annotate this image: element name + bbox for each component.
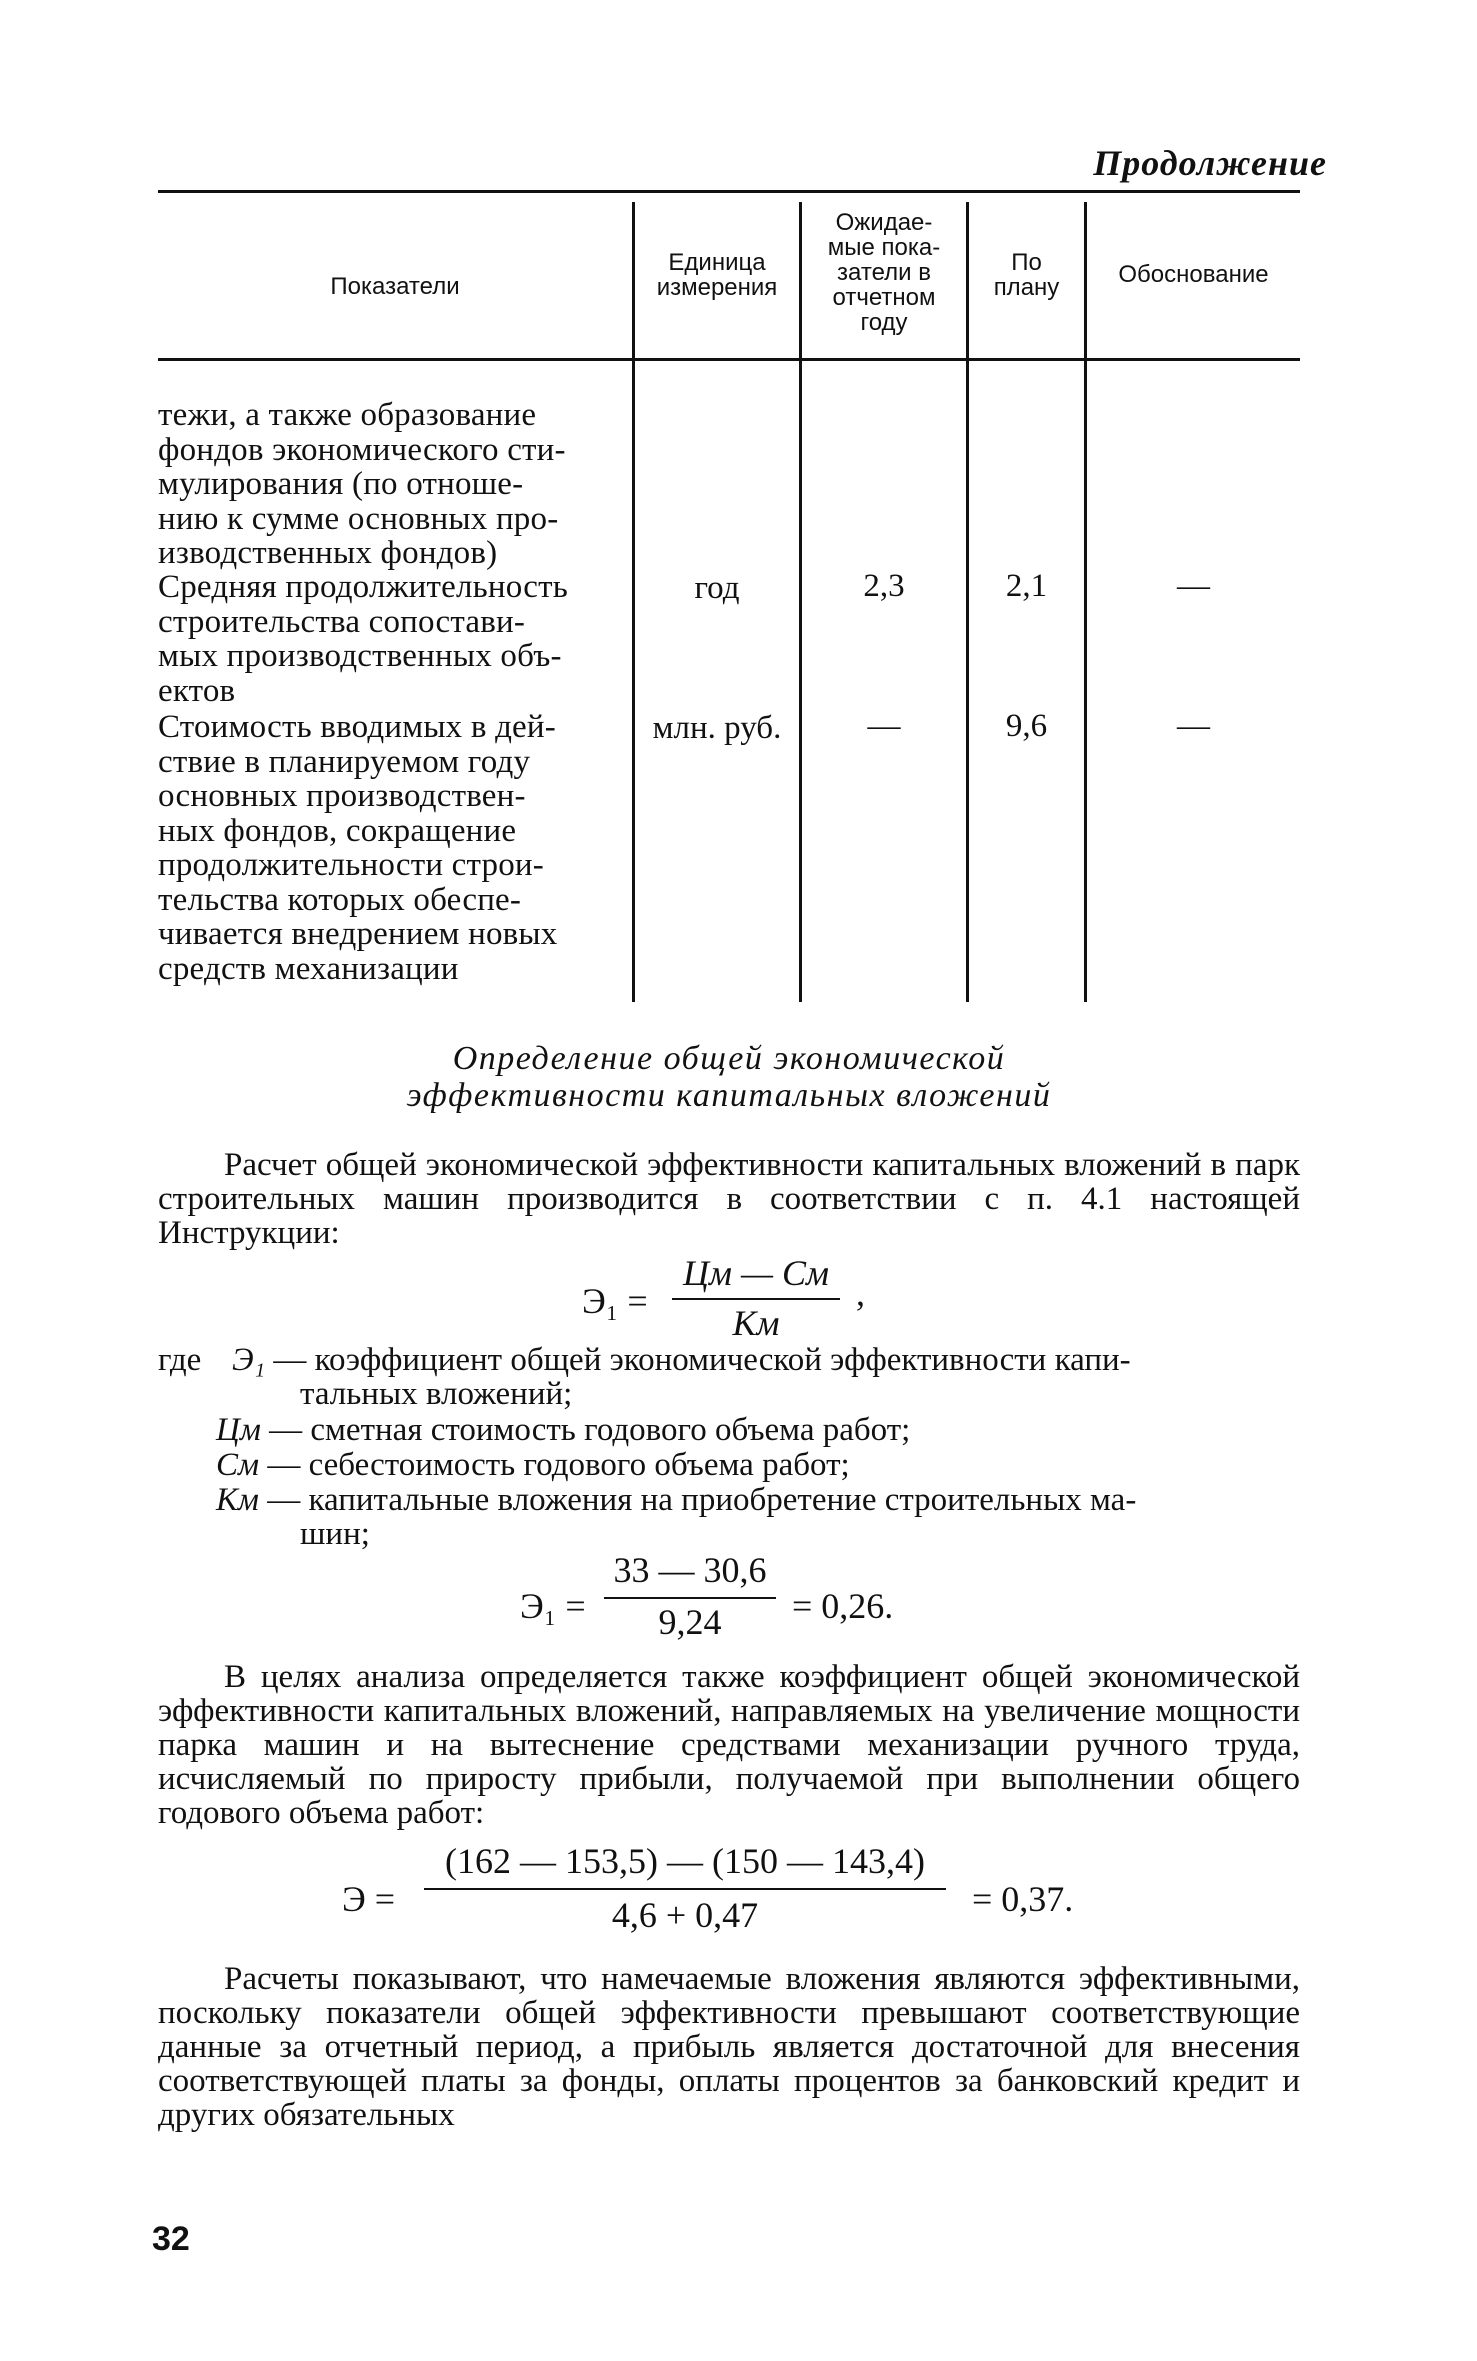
formula-2-fraction-bar: [604, 1597, 776, 1599]
formula-2-denominator: 9,24: [658, 1602, 722, 1642]
formula-1-denominator: Км: [732, 1303, 780, 1343]
column-header-plan: По плану: [993, 249, 1060, 301]
table-row-3-indicator: Стоимость вводимых в дей- ствие в планируемом году основных производствен- ных фондов, сокращение продолжительности строи- тельства которых обеспе- чивается внедрением новых средств механизации: [158, 709, 558, 987]
formula-2-result: = 0,26.: [792, 1586, 894, 1626]
formula-2-numerator: 33 — 30,6: [613, 1550, 767, 1590]
page-number: 32: [152, 2220, 190, 2258]
formula-1: [0, 1250, 1477, 1350]
continuation-label: Продолжение: [1093, 143, 1327, 183]
formula-3-result: = 0,37.: [972, 1879, 1074, 1919]
formula-1-fraction-bar: [672, 1298, 840, 1300]
table-row-2-unit: год: [694, 570, 740, 606]
legend-item-3: См — себестоимость годового объема работ;: [216, 1447, 850, 1483]
table-row-3-basis: —: [1177, 708, 1210, 744]
legend-item-1: Э₁ — коэффициент общей экономической эффективности капи-: [232, 1342, 1131, 1378]
formula-3: [0, 1840, 1477, 1940]
table-row-2-basis: —: [1177, 568, 1210, 604]
formula-3-lhs: Э =: [342, 1879, 396, 1919]
table-row-3-plan: 9,6: [1005, 708, 1048, 744]
formula-3-fraction-bar: [424, 1888, 946, 1890]
table-top-rule: [158, 190, 1300, 193]
paragraph-3: Расчеты показывают, что намечаемые вложения являются эффективными, поскольку показатели общей эффективности превышают соответствующие данные за отчетный период, а прибыль является достаточной для внесения соответствующей платы за фонды, оплаты процентов за банковский кредит и других обязательных: [158, 1961, 1300, 2133]
formula-2-lhs: Э₁ =: [520, 1586, 586, 1626]
formula-1-lhs: Э₁ =: [582, 1281, 648, 1321]
column-header-basis: Обоснование: [1118, 261, 1269, 288]
legend-item-2: Цм — сметная стоимость годового объема работ;: [216, 1412, 911, 1448]
formula-1-numerator: Цм — См: [683, 1253, 829, 1293]
table-header-rule: [158, 358, 1300, 361]
column-header-expected: Ожидае- мые пока- затели в отчетном году: [827, 209, 941, 336]
paragraph-2: В целях анализа определяется также коэффициент общей экономической эффективности капитальных вложений, направляемых на увеличение мощности парка машин и на вытеснение средствами механизации ручного труда, исчисляемый по приросту прибыли, получаемой при выполнении общего годового объема работ:: [158, 1659, 1300, 1831]
column-header-unit: Единица измерения: [656, 249, 778, 301]
table-row-2-indicator: Средняя продолжительность строительства сопостави- мых производственных объ- ектов: [158, 569, 568, 709]
legend-where: где: [158, 1342, 202, 1378]
paragraph-1: Расчет общей экономической эффективности капитальных вложений в парк строительных машин производится в соответствии с п. 4.1 настоящей Инструкции:: [158, 1147, 1300, 1251]
table-row-1-indicator: тежи, а также образование фондов экономического сти- мулирования (по отноше- нию к сумме основных про- изводственных фондов): [158, 397, 566, 571]
section-title: Определение общей экономической эффективности капитальных вложений: [406, 1040, 1052, 1114]
table-row-3-expected: —: [867, 708, 901, 744]
table-row-3-unit: млн. руб.: [652, 710, 782, 746]
formula-3-denominator: 4,6 + 0,47: [611, 1895, 759, 1935]
formula-1-tail: ,: [856, 1273, 865, 1313]
table-row-2-plan: 2,1: [1005, 568, 1048, 604]
formula-2: [0, 1545, 1477, 1645]
indicators-table: [158, 190, 1300, 1002]
table-row-2-expected: 2,3: [863, 568, 905, 604]
legend-item-1-cont: тальных вложений;: [300, 1376, 573, 1412]
column-header-indicators: Показатели: [330, 273, 460, 300]
formula-3-numerator: (162 — 153,5) — (150 — 143,4): [445, 1841, 925, 1881]
legend-item-4-cont: шин;: [300, 1516, 370, 1552]
legend-item-4: Км — капитальные вложения на приобретение строительных ма-: [216, 1482, 1137, 1518]
